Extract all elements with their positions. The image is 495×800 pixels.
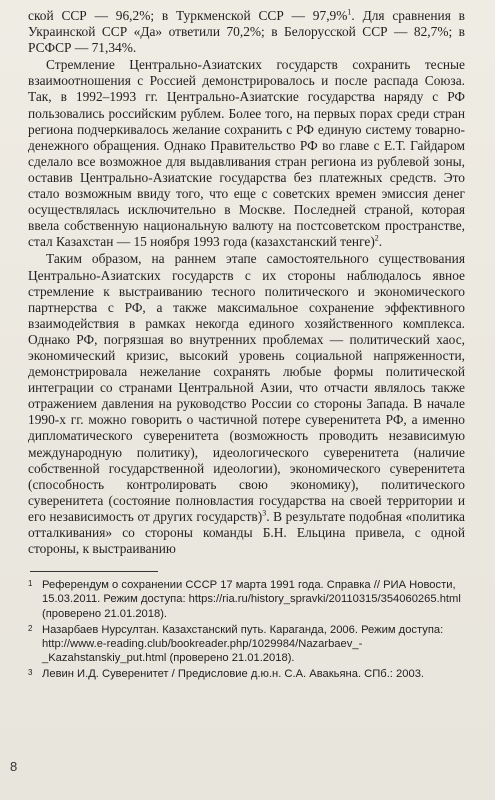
footnote-3 — [28, 667, 465, 681]
paragraph-2-text: Стремление Центрально-Азиатских государств сохранить тесные взаимоотношения с Россией демонстрировалось и после распада Союза. Так, в 1992–1993 гг. Центрально-Азиатские государства наряду с РФ пользовались российским рублем. Более того, на первых порах среди стран региона подчеркивалось желание сохранить с РФ единую систему товарно-денежного обращения. Однако Правительство РФ во главе с Е.Т. Гайдаром сделало все возможное для выдавливания стран региона из рублевой зоны, оставив Центрально-Азиатские государства без платежных средств. Это стало возможным ввиду того, что еще с советских времен эмиссия денег осуществлялась исключительно в Москве. Последней страной, которая ввела собственную национальную валюту на постсоветском пространстве, стал Казахстан — 15 ноября 1993 года (казахстанский тенге) — [28, 57, 465, 250]
main-text — [28, 8, 465, 557]
footnote-ref-3: 3 — [262, 508, 267, 518]
footnotes — [28, 578, 465, 681]
footnote-3-number: 3 — [28, 668, 33, 678]
paragraph-3-text: Таким образом, на раннем этапе самостоятельного существования Центрально-Азиатских государств с их стороны наблюдалось явное стремление к выстраиванию тесного политического и экономического партнерства с РФ, а также максимальное сохранение эффективного взаимодействия в рамках некогда единого хозяйственного комплекса. Однако РФ, погрязшая во внутренних проблемах — политический хаос, экономический кризис, высокий уровень социальной напряженности, демонстрировала нежелание сохранять любые формы политической интеграции со странами Центральной Азии, что отчасти являлось также отражением давления на руководство России со стороны Запада. В начале 1990-х гг. можно говорить о частичной потере суверенитета РФ, а именно дипломатического суверенитета (возможность проводить независимую международную политику), идеологического суверенитета (наличие собственной государственной идеологии), экономического суверенитета (способность контролировать свою экономику), политического суверенитета (состояние полновластия государства на своей территории и его независимость от других государств) — [28, 251, 465, 524]
paragraph-2-tail: . — [378, 234, 383, 250]
page-number: 8 — [10, 759, 18, 774]
paragraph-3-tail: . В результате подобная «политика отталкивания» со стороны команды Б.Н. Ельцина привела, с одной стороны, к выстраиванию — [28, 508, 465, 557]
paragraph-1 — [28, 8, 465, 56]
footnote-2 — [28, 623, 465, 666]
footnote-1 — [28, 578, 465, 621]
footnote-2-number: 2 — [28, 623, 33, 633]
paragraph-3 — [28, 251, 465, 557]
footnote-ref-2: 2 — [374, 233, 379, 243]
footnote-1-text: Референдум о сохранении СССР 17 марта 1991 года. Справка // РИА Новости, 15.03.2011. Режим доступа: https://ria.ru/history_spravki/20110315/354060265.html (проверено 21.01.2018). — [42, 579, 461, 620]
footnote-2-text: Назарбаев Нурсултан. Казахстанский путь. Караганда, 2006. Режим доступа: http://www.e-reading.club/bookreader.php/1029984/Nazarbaev_-_Kazahstanskiy_put.html (проверено 21.01.2018). — [42, 623, 444, 665]
paragraph-1-tail: . Для сравнения в Украинской ССР «Да» ответили 70,2%; в Белорусской ССР — 82,7%; в РСФСР — 71,34%. — [28, 8, 466, 56]
footnote-ref-1: 1 — [347, 7, 352, 17]
footnote-1-number: 1 — [28, 579, 33, 589]
paragraph-1-text: ской ССР — 96,2%; в Туркменской ССР — 97,9% — [28, 8, 348, 23]
footnote-3-text: Левин И.Д. Суверенитет / Предисловие д.ю.н. С.А. Авакьяна. СПб.: 2003. — [42, 668, 425, 681]
footnote-separator — [30, 571, 158, 572]
paragraph-2 — [28, 57, 465, 250]
